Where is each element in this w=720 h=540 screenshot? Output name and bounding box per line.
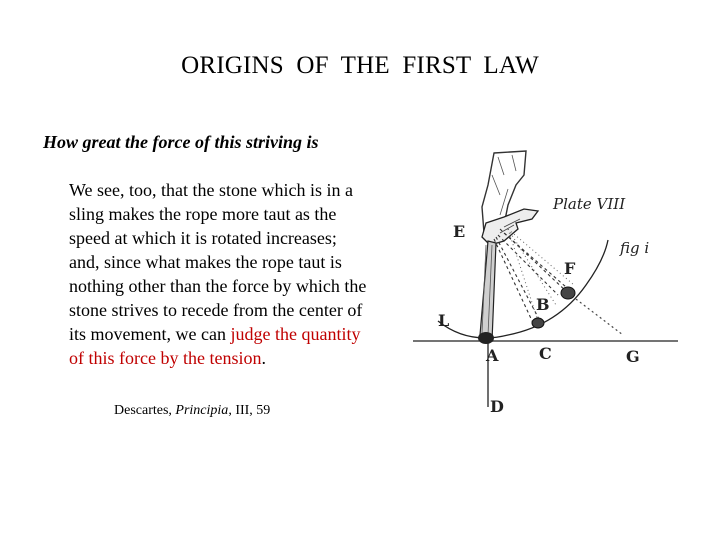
tangent-line xyxy=(568,293,623,335)
fig-label: fig i xyxy=(620,239,650,257)
sling-diagram xyxy=(408,145,688,420)
circular-path xyxy=(438,240,608,338)
label-l: L xyxy=(438,311,450,330)
stone-at-f xyxy=(561,287,575,299)
sling-figure xyxy=(408,145,688,420)
quote-highlight: judge the quantity of this force by the tension xyxy=(69,324,361,368)
quote-paragraph xyxy=(69,178,369,370)
label-b: B xyxy=(536,295,550,314)
label-d: D xyxy=(490,397,504,416)
citation-ref: , III, 59 xyxy=(228,403,271,418)
label-e: E xyxy=(453,222,466,241)
label-g: G xyxy=(626,347,640,366)
citation-author: Descartes, xyxy=(114,403,176,418)
slide-title: ORIGINS OF THE FIRST LAW xyxy=(181,52,539,79)
citation xyxy=(114,403,270,419)
stone-at-b xyxy=(532,318,544,328)
quote-text: We see, too, that the stone which is in a sling makes the rope more taut as the speed at which it is rotated increases; and, since what makes the rope taut is nothing other than the force by which the stone strives to recede from the center of its movement, we can xyxy=(69,180,367,344)
slide-subtitle: How great the force of this striving is xyxy=(43,132,319,152)
label-f: F xyxy=(564,259,576,278)
quote-end: . xyxy=(261,348,266,368)
label-c: C xyxy=(539,344,552,363)
citation-work: Principia xyxy=(175,403,229,418)
plate-label: Plate VIII xyxy=(553,195,626,213)
label-a: A xyxy=(486,346,499,365)
